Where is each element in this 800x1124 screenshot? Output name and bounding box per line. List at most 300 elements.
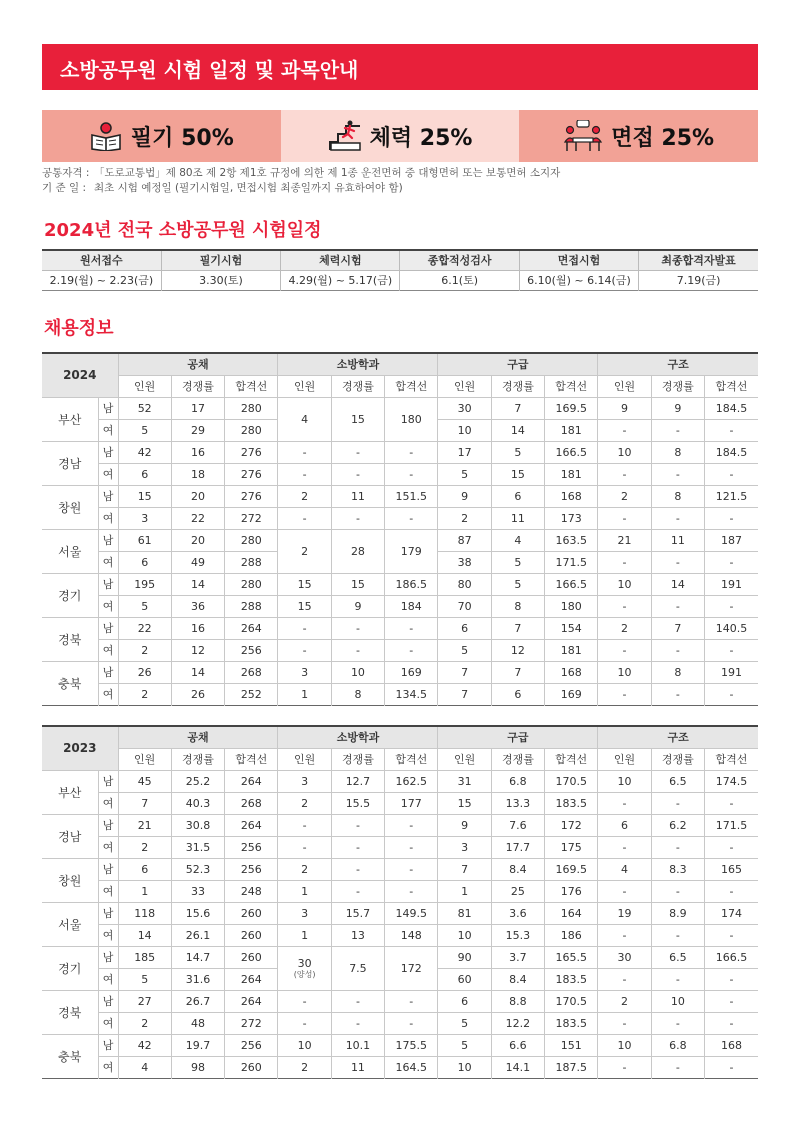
data-cell: 9 (438, 485, 491, 507)
column-header: 합격선 (545, 748, 598, 770)
interview-weight (519, 110, 758, 162)
data-cell: 4 (118, 1056, 171, 1078)
sex-cell: 여 (98, 924, 118, 946)
data-cell: 5 (438, 1012, 491, 1034)
data-cell: - (651, 507, 704, 529)
data-cell: 7 (438, 683, 491, 705)
data-cell: 17 (171, 397, 224, 419)
data-cell: 2 (278, 485, 331, 507)
data-cell: 7.6 (491, 814, 544, 836)
data-cell: 6.5 (651, 946, 704, 968)
data-cell: 30 (438, 397, 491, 419)
data-cell: 10 (438, 419, 491, 441)
data-cell: - (598, 1056, 651, 1078)
data-cell: 3.6 (491, 902, 544, 924)
data-cell: 169 (545, 683, 598, 705)
data-cell: 260 (225, 902, 278, 924)
data-cell: 19 (598, 902, 651, 924)
data-cell: 8 (651, 441, 704, 463)
data-cell: - (331, 1012, 384, 1034)
data-cell: - (704, 880, 758, 902)
data-cell: 6 (491, 683, 544, 705)
eligibility-notes (42, 166, 560, 196)
schedule-title: 2024년 전국 소방공무원 시험일정 (44, 220, 322, 241)
data-cell: 80 (438, 573, 491, 595)
column-header: 인원 (118, 375, 171, 397)
data-cell: 1 (118, 880, 171, 902)
data-cell: 176 (545, 880, 598, 902)
data-cell: 5 (438, 463, 491, 485)
column-header: 인원 (438, 748, 491, 770)
data-cell: 1 (278, 880, 331, 902)
region-cell: 경남 (42, 814, 98, 858)
column-header: 합격선 (385, 748, 438, 770)
data-cell: - (385, 507, 438, 529)
region-cell: 경남 (42, 441, 98, 485)
data-cell: 5 (118, 419, 171, 441)
data-cell: 18 (171, 463, 224, 485)
data-cell: 8 (651, 485, 704, 507)
data-cell: - (598, 551, 651, 573)
data-cell: 14.1 (491, 1056, 544, 1078)
data-cell: 14.7 (171, 946, 224, 968)
data-cell: 2 (118, 639, 171, 661)
table-row (42, 902, 758, 924)
data-cell: 6 (438, 617, 491, 639)
data-cell: 20 (171, 529, 224, 551)
data-cell: - (704, 924, 758, 946)
data-cell: 280 (225, 397, 278, 419)
data-cell: - (651, 595, 704, 617)
data-cell: 9 (598, 397, 651, 419)
data-cell: 5 (491, 441, 544, 463)
data-cell: 272 (225, 507, 278, 529)
data-cell: 4 (278, 397, 331, 441)
data-cell: 10 (598, 573, 651, 595)
data-cell: 5 (118, 968, 171, 990)
data-note: (양성) (293, 970, 316, 979)
data-cell: - (385, 639, 438, 661)
sex-cell: 여 (98, 683, 118, 705)
data-cell: 11 (491, 507, 544, 529)
data-cell: - (704, 683, 758, 705)
data-cell: 195 (118, 573, 171, 595)
data-cell: 7.5 (331, 946, 384, 990)
column-header: 인원 (278, 748, 331, 770)
data-cell: 2 (598, 485, 651, 507)
column-header: 합격선 (385, 375, 438, 397)
sex-cell: 여 (98, 639, 118, 661)
data-cell: - (598, 968, 651, 990)
data-cell: 168 (545, 485, 598, 507)
schedule-value: 6.1(토) (400, 270, 519, 290)
data-cell: 256 (225, 836, 278, 858)
data-cell: 6.2 (651, 814, 704, 836)
column-header: 합격선 (225, 375, 278, 397)
column-header: 인원 (278, 375, 331, 397)
sex-cell: 여 (98, 595, 118, 617)
data-cell: 3 (278, 770, 331, 792)
sex-cell: 남 (98, 485, 118, 507)
data-cell: 264 (225, 990, 278, 1012)
data-cell: 268 (225, 661, 278, 683)
data-cell: 42 (118, 1034, 171, 1056)
column-header: 인원 (438, 375, 491, 397)
column-header: 합격선 (225, 748, 278, 770)
data-cell: 8 (491, 595, 544, 617)
data-cell: - (704, 836, 758, 858)
data-cell: 60 (438, 968, 491, 990)
column-header: 경쟁률 (331, 375, 384, 397)
data-cell: - (385, 990, 438, 1012)
sex-cell: 남 (98, 573, 118, 595)
data-cell: 7 (438, 661, 491, 683)
data-cell: 5 (438, 639, 491, 661)
data-cell: - (704, 1012, 758, 1034)
data-cell: 4 (598, 858, 651, 880)
table-row (42, 683, 758, 705)
data-cell: 174.5 (704, 770, 758, 792)
data-cell: 174 (704, 902, 758, 924)
group-header: 구조 (598, 726, 758, 748)
sex-cell: 여 (98, 507, 118, 529)
data-cell: - (278, 507, 331, 529)
table-row (42, 661, 758, 683)
region-cell: 부산 (42, 770, 98, 814)
sex-cell: 여 (98, 419, 118, 441)
data-cell: 2 (598, 617, 651, 639)
sex-cell: 남 (98, 902, 118, 924)
data-cell: 10 (438, 1056, 491, 1078)
data-cell: 272 (225, 1012, 278, 1034)
data-cell: 260 (225, 924, 278, 946)
region-cell: 서울 (42, 902, 98, 946)
data-cell: - (598, 880, 651, 902)
data-cell: 168 (545, 661, 598, 683)
data-cell: 168 (704, 1034, 758, 1056)
data-cell (278, 946, 331, 990)
data-cell: - (651, 836, 704, 858)
table-row (42, 595, 758, 617)
data-cell: 11 (331, 485, 384, 507)
data-cell: 15 (438, 792, 491, 814)
sex-cell: 여 (98, 792, 118, 814)
data-cell: 14 (491, 419, 544, 441)
data-cell: 280 (225, 419, 278, 441)
table-row (42, 924, 758, 946)
data-cell: - (331, 858, 384, 880)
data-cell: - (651, 1056, 704, 1078)
data-cell: 33 (171, 880, 224, 902)
data-cell: 31.5 (171, 836, 224, 858)
data-cell: 15.3 (491, 924, 544, 946)
data-cell: 173 (545, 507, 598, 529)
data-cell: 10 (598, 770, 651, 792)
data-cell: 7 (491, 397, 544, 419)
data-cell: 162.5 (385, 770, 438, 792)
data-cell: - (385, 463, 438, 485)
data-cell: 22 (171, 507, 224, 529)
page-banner (42, 44, 758, 90)
data-cell: 165 (704, 858, 758, 880)
data-cell: 20 (171, 485, 224, 507)
data-cell: 149.5 (385, 902, 438, 924)
column-header: 합격선 (704, 748, 758, 770)
data-cell: 8.4 (491, 968, 544, 990)
data-cell: 26.7 (171, 990, 224, 1012)
data-cell: 154 (545, 617, 598, 639)
data-cell: 6 (491, 485, 544, 507)
data-cell: - (651, 419, 704, 441)
data-cell: 181 (545, 639, 598, 661)
data-cell: 169.5 (545, 858, 598, 880)
note-key: 공통자격 : (42, 167, 90, 179)
data-cell: 17.7 (491, 836, 544, 858)
data-cell: - (278, 463, 331, 485)
year-cell: 2023 (42, 726, 118, 770)
sex-cell: 남 (98, 397, 118, 419)
data-cell: - (651, 551, 704, 573)
column-header: 인원 (598, 375, 651, 397)
data-cell: 27 (118, 990, 171, 1012)
data-cell: 175.5 (385, 1034, 438, 1056)
data-cell: 5 (491, 551, 544, 573)
table-row (42, 617, 758, 639)
physical-weight (281, 110, 520, 162)
data-cell: 49 (171, 551, 224, 573)
data-cell: - (704, 1056, 758, 1078)
data-cell: 26.1 (171, 924, 224, 946)
data-cell: - (385, 1012, 438, 1034)
data-cell: 172 (545, 814, 598, 836)
data-cell: 276 (225, 463, 278, 485)
data-cell: 118 (118, 902, 171, 924)
sex-cell: 여 (98, 1012, 118, 1034)
data-cell: 29 (171, 419, 224, 441)
note-value: 「도로교통법」제 80조 제 2항 제1호 규정에 의한 제 1종 운전면허 중 대형면허 또는 보통면허 소지자 (94, 167, 561, 179)
data-cell: - (651, 1012, 704, 1034)
table-row (42, 792, 758, 814)
table-row (42, 639, 758, 661)
schedule-value: 4.29(월) ~ 5.17(금) (281, 270, 400, 290)
data-cell: 177 (385, 792, 438, 814)
data-cell: 2 (118, 1012, 171, 1034)
data-cell: 166.5 (545, 441, 598, 463)
data-cell: 30 (598, 946, 651, 968)
data-cell: 276 (225, 441, 278, 463)
data-cell: 169.5 (545, 397, 598, 419)
data-cell: 52.3 (171, 858, 224, 880)
table-row (42, 990, 758, 1012)
data-cell: 8 (331, 683, 384, 705)
table-row (42, 573, 758, 595)
data-cell: 264 (225, 968, 278, 990)
data-cell: 8.3 (651, 858, 704, 880)
data-cell: 2 (438, 507, 491, 529)
data-cell: 151 (545, 1034, 598, 1056)
data-cell: 166.5 (704, 946, 758, 968)
data-cell: 175 (545, 836, 598, 858)
data-cell: 15.6 (171, 902, 224, 924)
data-cell: 12 (171, 639, 224, 661)
exam-weight-bar (42, 110, 758, 162)
data-cell: - (598, 507, 651, 529)
data-cell: 288 (225, 551, 278, 573)
region-cell: 충북 (42, 661, 98, 705)
data-cell: - (598, 924, 651, 946)
data-cell: 25 (491, 880, 544, 902)
data-cell: 10.1 (331, 1034, 384, 1056)
data-value: 30 (297, 957, 312, 970)
data-cell: 70 (438, 595, 491, 617)
data-cell: 276 (225, 485, 278, 507)
table-row (42, 946, 758, 968)
data-cell: 5 (438, 1034, 491, 1056)
data-cell: 12.7 (331, 770, 384, 792)
data-cell: - (651, 968, 704, 990)
data-cell: 121.5 (704, 485, 758, 507)
data-cell: 42 (118, 441, 171, 463)
data-cell: 10 (278, 1034, 331, 1056)
data-cell: 179 (385, 529, 438, 573)
data-cell: 40.3 (171, 792, 224, 814)
group-header: 공채 (118, 353, 278, 375)
data-cell: 11 (331, 1056, 384, 1078)
data-cell: 14 (118, 924, 171, 946)
group-header: 소방학과 (278, 353, 438, 375)
data-cell: - (331, 617, 384, 639)
data-cell: 7 (491, 661, 544, 683)
data-cell: 164 (545, 902, 598, 924)
data-cell: 14 (171, 661, 224, 683)
data-cell: - (598, 463, 651, 485)
region-cell: 경북 (42, 990, 98, 1034)
data-cell: 1 (438, 880, 491, 902)
data-cell: - (385, 617, 438, 639)
data-cell: - (651, 880, 704, 902)
data-cell: 31 (438, 770, 491, 792)
data-cell: 10 (331, 661, 384, 683)
data-cell: 264 (225, 814, 278, 836)
data-cell: 8.8 (491, 990, 544, 1012)
data-cell: 16 (171, 441, 224, 463)
data-cell: 151.5 (385, 485, 438, 507)
data-cell: 5 (491, 573, 544, 595)
data-cell: 7 (438, 858, 491, 880)
recruit-title: 채용정보 (44, 318, 114, 339)
data-cell: - (331, 463, 384, 485)
data-cell: 13.3 (491, 792, 544, 814)
data-cell: - (704, 639, 758, 661)
data-cell: 10 (598, 661, 651, 683)
data-cell: 181 (545, 463, 598, 485)
data-cell: - (331, 836, 384, 858)
data-cell: 187 (704, 529, 758, 551)
schedule-value: 3.30(토) (161, 270, 280, 290)
data-cell: 185 (118, 946, 171, 968)
column-header: 경쟁률 (171, 375, 224, 397)
data-cell: 21 (598, 529, 651, 551)
data-cell: - (598, 419, 651, 441)
sex-cell: 남 (98, 990, 118, 1012)
schedule-header: 체력시험 (281, 250, 400, 270)
data-cell: 15.7 (331, 902, 384, 924)
data-cell: - (704, 968, 758, 990)
table-row (42, 485, 758, 507)
column-header: 경쟁률 (651, 748, 704, 770)
data-cell: 260 (225, 1056, 278, 1078)
sex-cell: 남 (98, 1034, 118, 1056)
data-cell: 186.5 (385, 573, 438, 595)
sex-cell: 여 (98, 1056, 118, 1078)
table-row (42, 770, 758, 792)
data-cell: 3 (278, 902, 331, 924)
schedule-header: 면접시험 (519, 250, 638, 270)
data-cell: 264 (225, 617, 278, 639)
data-cell: - (651, 792, 704, 814)
data-cell: - (278, 990, 331, 1012)
data-cell: 15.5 (331, 792, 384, 814)
data-cell: 8.9 (651, 902, 704, 924)
data-cell: 171.5 (704, 814, 758, 836)
schedule-header: 종합적성검사 (400, 250, 519, 270)
data-cell: 10 (598, 441, 651, 463)
region-cell: 부산 (42, 397, 98, 441)
data-cell: 6 (118, 858, 171, 880)
table-row (42, 880, 758, 902)
data-cell: 166.5 (545, 573, 598, 595)
data-cell: 9 (331, 595, 384, 617)
data-cell: 8.4 (491, 858, 544, 880)
group-header: 소방학과 (278, 726, 438, 748)
data-cell: - (385, 836, 438, 858)
group-header: 구급 (438, 353, 598, 375)
data-cell: 15 (278, 595, 331, 617)
data-cell: 183.5 (545, 968, 598, 990)
region-cell: 창원 (42, 858, 98, 902)
schedule-value: 6.10(월) ~ 6.14(금) (519, 270, 638, 290)
note-key: 기 준 일 : (42, 182, 86, 194)
table-row (42, 441, 758, 463)
table-row (42, 836, 758, 858)
data-cell: 15 (331, 397, 384, 441)
data-cell: 2 (598, 990, 651, 1012)
data-cell: 180 (545, 595, 598, 617)
data-cell: - (704, 463, 758, 485)
sex-cell: 여 (98, 836, 118, 858)
data-cell: 184 (385, 595, 438, 617)
data-cell: 3 (278, 661, 331, 683)
data-cell: - (651, 639, 704, 661)
data-cell: 98 (171, 1056, 224, 1078)
data-cell: 4 (491, 529, 544, 551)
data-cell: 6 (118, 463, 171, 485)
data-cell: 186 (545, 924, 598, 946)
data-cell: 3 (438, 836, 491, 858)
data-cell: 2 (278, 1056, 331, 1078)
sex-cell: 남 (98, 441, 118, 463)
data-cell: 31.6 (171, 968, 224, 990)
data-cell: 17 (438, 441, 491, 463)
data-cell: - (331, 814, 384, 836)
data-cell: - (278, 639, 331, 661)
column-header: 합격선 (545, 375, 598, 397)
data-cell: 170.5 (545, 770, 598, 792)
data-cell: 30.8 (171, 814, 224, 836)
written-weight (42, 110, 281, 162)
schedule-header: 필기시험 (161, 250, 280, 270)
data-cell: 21 (118, 814, 171, 836)
